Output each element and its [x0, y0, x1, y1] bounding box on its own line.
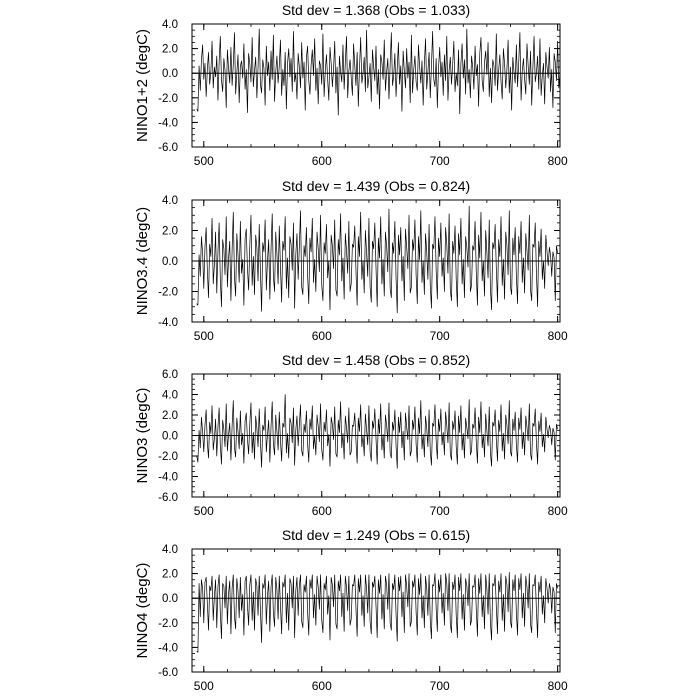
chart-panel-1 [134, 2, 568, 168]
y-tick-label: 4.0 [162, 19, 178, 31]
x-tick-label: 500 [193, 329, 214, 343]
x-tick-label: 700 [429, 154, 450, 168]
y-tick-label: -4.0 [158, 642, 178, 655]
y-tick-label: -6.0 [158, 667, 178, 679]
series-line-1 [197, 29, 566, 115]
y-tick-label: 4.0 [162, 195, 178, 207]
y-tick-label: 0.0 [162, 68, 178, 81]
x-tick-label: 800 [547, 154, 568, 168]
x-tick-label: 600 [311, 154, 332, 168]
series-line-1 [197, 206, 558, 313]
y-tick-label: -2.0 [158, 451, 178, 463]
x-tick-label: 800 [547, 679, 568, 693]
plot-frame [192, 24, 560, 147]
x-tick-label: 700 [429, 679, 450, 693]
y-tick-label: 2.0 [162, 43, 178, 56]
y-tick-label: 6.0 [162, 369, 178, 381]
x-tick-label: 700 [429, 329, 450, 343]
x-tick-label: 600 [311, 504, 332, 518]
chart-title: Std dev = 1.368 (Obs = 1.033) [281, 2, 471, 18]
series-line-1 [197, 572, 558, 652]
y-tick-label: 2.0 [162, 225, 178, 238]
y-tick-label: -4.0 [158, 117, 178, 130]
y-tick-label: 0.0 [162, 256, 178, 268]
y-tick-label: 0.0 [162, 430, 178, 443]
x-tick-label: 500 [193, 504, 214, 518]
chart-panel-3 [134, 352, 568, 518]
x-tick-label: 800 [547, 504, 568, 518]
y-tick-label: 4.0 [162, 544, 178, 556]
y-tick-label: 2.0 [162, 568, 178, 581]
y-tick-label: -6.0 [158, 492, 178, 504]
y-tick-label: -4.0 [158, 471, 178, 484]
x-tick-label: 700 [429, 504, 450, 518]
chart-panel-4 [134, 527, 568, 693]
chart-title: Std dev = 1.458 (Obs = 0.852) [281, 352, 471, 368]
series-line-1 [197, 395, 558, 469]
y-tick-label: 4.0 [162, 389, 178, 402]
y-axis-label: NINO3.4 (degC) [134, 206, 151, 316]
x-tick-label: 800 [547, 329, 568, 343]
y-tick-label: -6.0 [158, 142, 178, 154]
chart-title: Std dev = 1.439 (Obs = 0.824) [281, 178, 471, 194]
y-axis-label: NINO1+2 (degC) [134, 29, 151, 142]
y-axis-label: NINO4 (degC) [134, 562, 151, 659]
chart-title: Std dev = 1.249 (Obs = 0.615) [281, 527, 471, 543]
y-tick-label: 0.0 [162, 593, 178, 606]
x-tick-label: 600 [311, 679, 332, 693]
chart-panel-2 [134, 178, 568, 343]
y-tick-label: -4.0 [158, 317, 178, 329]
y-tick-label: -2.0 [158, 617, 178, 630]
x-tick-label: 500 [193, 679, 214, 693]
y-tick-label: -2.0 [158, 92, 178, 105]
y-tick-label: -2.0 [158, 286, 178, 299]
y-tick-label: 2.0 [162, 410, 178, 422]
x-tick-label: 500 [193, 154, 214, 168]
x-tick-label: 600 [311, 329, 332, 343]
y-axis-label: NINO3 (degC) [134, 387, 151, 484]
